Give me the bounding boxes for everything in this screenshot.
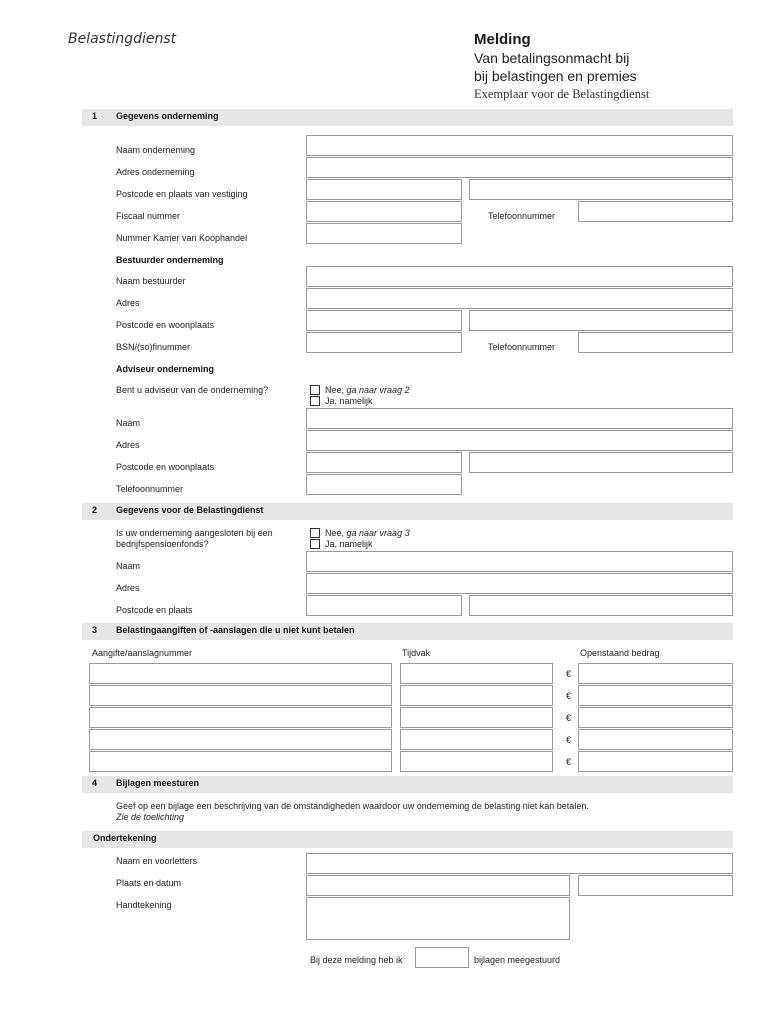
column-aangifte-header: Aangifte/aanslagnummer (92, 648, 193, 658)
label-pensioenfonds-line2: bedrijfspensioenfonds? (116, 539, 209, 549)
column-tijdvak-header: Tijdvak (402, 648, 431, 658)
handtekening-field[interactable] (306, 897, 570, 940)
label-naam-voorletters: Naam en voorletters (116, 856, 198, 866)
bijlagen-hint: Zie de toelichting (116, 812, 185, 822)
label-bijlagen-pre: Bij deze melding heb ik (310, 955, 403, 965)
label-postcode-vestiging: Postcode en plaats van vestiging (116, 189, 248, 199)
adviseur-postcode-field[interactable] (306, 452, 462, 473)
label-adres-bestuurder: Adres (116, 298, 140, 308)
label-kvk-nummer: Nummer Kamer van Koophandel (116, 233, 248, 243)
plaats-field[interactable] (306, 875, 570, 896)
label-adviseur-question: Bent u adviseur van de onderneming? (116, 385, 269, 395)
section-4-number: 4 (92, 778, 98, 788)
label-naam-onderneming: Naam onderneming (116, 145, 196, 155)
adviseur-telefoon-field[interactable] (306, 474, 462, 495)
form-subtitle-line2: bij belastingen en premies (474, 68, 637, 84)
section-1-title: Gegevens onderneming (116, 111, 219, 121)
pensioenfonds-adres-field[interactable] (306, 573, 733, 594)
label-plaats-datum: Plaats en datum (116, 878, 182, 888)
currency-row3: € (566, 713, 572, 723)
bedrag-field-row1[interactable] (578, 663, 733, 684)
adres-onderneming-field[interactable] (306, 157, 733, 178)
label-pensioenfonds-adres: Adres (116, 583, 140, 593)
bedrag-field-row2[interactable] (578, 685, 733, 706)
adviseur-nee-checkbox[interactable] (310, 385, 320, 395)
form-title: Melding (474, 31, 531, 48)
aangifte-field-row3[interactable] (89, 707, 392, 728)
label-adviseur-postcode: Postcode en woonplaats (116, 462, 215, 472)
label-adviseur-adres: Adres (116, 440, 140, 450)
pensioenfonds-naam-field[interactable] (306, 551, 733, 572)
label-naam-bestuurder: Naam bestuurder (116, 276, 186, 286)
plaats-vestiging-field[interactable] (469, 179, 733, 200)
bestuurder-heading: Bestuurder onderneming (116, 255, 224, 265)
adviseur-adres-field[interactable] (306, 430, 733, 451)
adviseur-naam-field[interactable] (306, 408, 733, 429)
currency-row5: € (566, 757, 572, 767)
naam-voorletters-field[interactable] (306, 853, 733, 874)
label-telefoon-bestuurder: Telefoonnummer (488, 342, 556, 352)
tijdvak-field-row2[interactable] (400, 685, 553, 706)
copy-label: Exemplaar voor de Belastingdienst (474, 87, 650, 101)
tijdvak-field-row1[interactable] (400, 663, 553, 684)
label-adviseur-telefoon: Telefoonnummer (116, 484, 184, 494)
pensioenfonds-nee-label: Nee, ga naar vraag 3 (325, 528, 410, 538)
label-bsn: BSN/(so)finummer (116, 342, 191, 352)
postcode-bestuurder-field[interactable] (306, 310, 462, 331)
label-pensioenfonds-line1: Is uw onderneming aangesloten bij een (116, 528, 273, 538)
adviseur-ja-checkbox[interactable] (310, 396, 320, 406)
section-1-header (82, 109, 733, 126)
aangifte-field-row1[interactable] (89, 663, 392, 684)
form-subtitle-line1: Van betalingsonmacht bij (474, 50, 630, 66)
label-telefoon-onderneming: Telefoonnummer (488, 211, 556, 221)
label-handtekening: Handtekening (116, 900, 172, 910)
adviseur-woonplaats-field[interactable] (469, 452, 733, 473)
tijdvak-field-row5[interactable] (400, 751, 553, 772)
label-bijlagen-post: bijlagen meegestuurd (474, 955, 561, 965)
aantal-bijlagen-field[interactable] (415, 947, 469, 968)
bedrag-field-row3[interactable] (578, 707, 733, 728)
adviseur-nee-label: Nee, ga naar vraag 2 (325, 385, 410, 395)
section-2-header (82, 503, 733, 520)
aangifte-field-row5[interactable] (89, 751, 392, 772)
ondertekening-title: Ondertekening (93, 833, 157, 843)
label-fiscaal-nummer: Fiscaal nummer (116, 211, 181, 221)
kvk-nummer-field[interactable] (306, 223, 462, 244)
tijdvak-field-row4[interactable] (400, 729, 553, 750)
label-adres-onderneming: Adres onderneming (116, 167, 195, 177)
section-2-title: Gegevens voor de Belastingdienst (116, 505, 264, 515)
pensioenfonds-ja-label: Ja, namelijk (325, 539, 373, 549)
label-postcode-bestuurder: Postcode en woonplaats (116, 320, 215, 330)
currency-row4: € (566, 735, 572, 745)
fiscaal-nummer-field[interactable] (306, 201, 462, 222)
section-3-header (82, 623, 733, 640)
naam-onderneming-field[interactable] (306, 135, 733, 156)
datum-field[interactable] (578, 875, 733, 896)
bedrag-field-row5[interactable] (578, 751, 733, 772)
label-pensioenfonds-naam: Naam (116, 561, 141, 571)
postcode-vestiging-field[interactable] (306, 179, 462, 200)
belastingdienst-logo: Belastingdienst (68, 31, 177, 47)
section-1-number: 1 (92, 111, 98, 121)
label-adviseur-naam: Naam (116, 418, 141, 428)
pensioenfonds-ja-checkbox[interactable] (310, 539, 320, 549)
section-4-header (82, 776, 733, 793)
pensioenfonds-nee-checkbox[interactable] (310, 528, 320, 538)
tijdvak-field-row3[interactable] (400, 707, 553, 728)
adviseur-ja-label: Ja, namelijk (325, 396, 373, 406)
aangifte-field-row4[interactable] (89, 729, 392, 750)
section-3-title: Belastingaangiften of -aanslagen die u niet kunt betalen (116, 625, 355, 635)
section-2-number: 2 (92, 505, 98, 515)
column-bedrag-header: Openstaand bedrag (580, 648, 660, 658)
bedrag-field-row4[interactable] (578, 729, 733, 750)
adviseur-heading: Adviseur onderneming (116, 364, 215, 374)
bsn-field[interactable] (306, 332, 462, 353)
label-pensioenfonds-postcode: Postcode en plaats (116, 605, 193, 615)
telefoon-bestuurder-field[interactable] (578, 332, 733, 353)
naam-bestuurder-field[interactable] (306, 266, 733, 287)
pensioenfonds-postcode-field[interactable] (306, 595, 462, 616)
section-3-number: 3 (92, 625, 98, 635)
currency-row2: € (566, 691, 572, 701)
ondertekening-header (82, 831, 733, 848)
adres-bestuurder-field[interactable] (306, 288, 733, 309)
woonplaats-bestuurder-field[interactable] (469, 310, 733, 331)
telefoon-onderneming-field[interactable] (578, 201, 733, 222)
pensioenfonds-plaats-field[interactable] (469, 595, 733, 616)
currency-row1: € (566, 669, 572, 679)
aangifte-field-row2[interactable] (89, 685, 392, 706)
section-4-title: Bijlagen meesturen (116, 778, 200, 788)
bijlagen-instruction: Geef op een bijlage een beschrijving van de omstandigheden waardoor uw onderneming de belasting niet kan betalen. (116, 801, 589, 811)
